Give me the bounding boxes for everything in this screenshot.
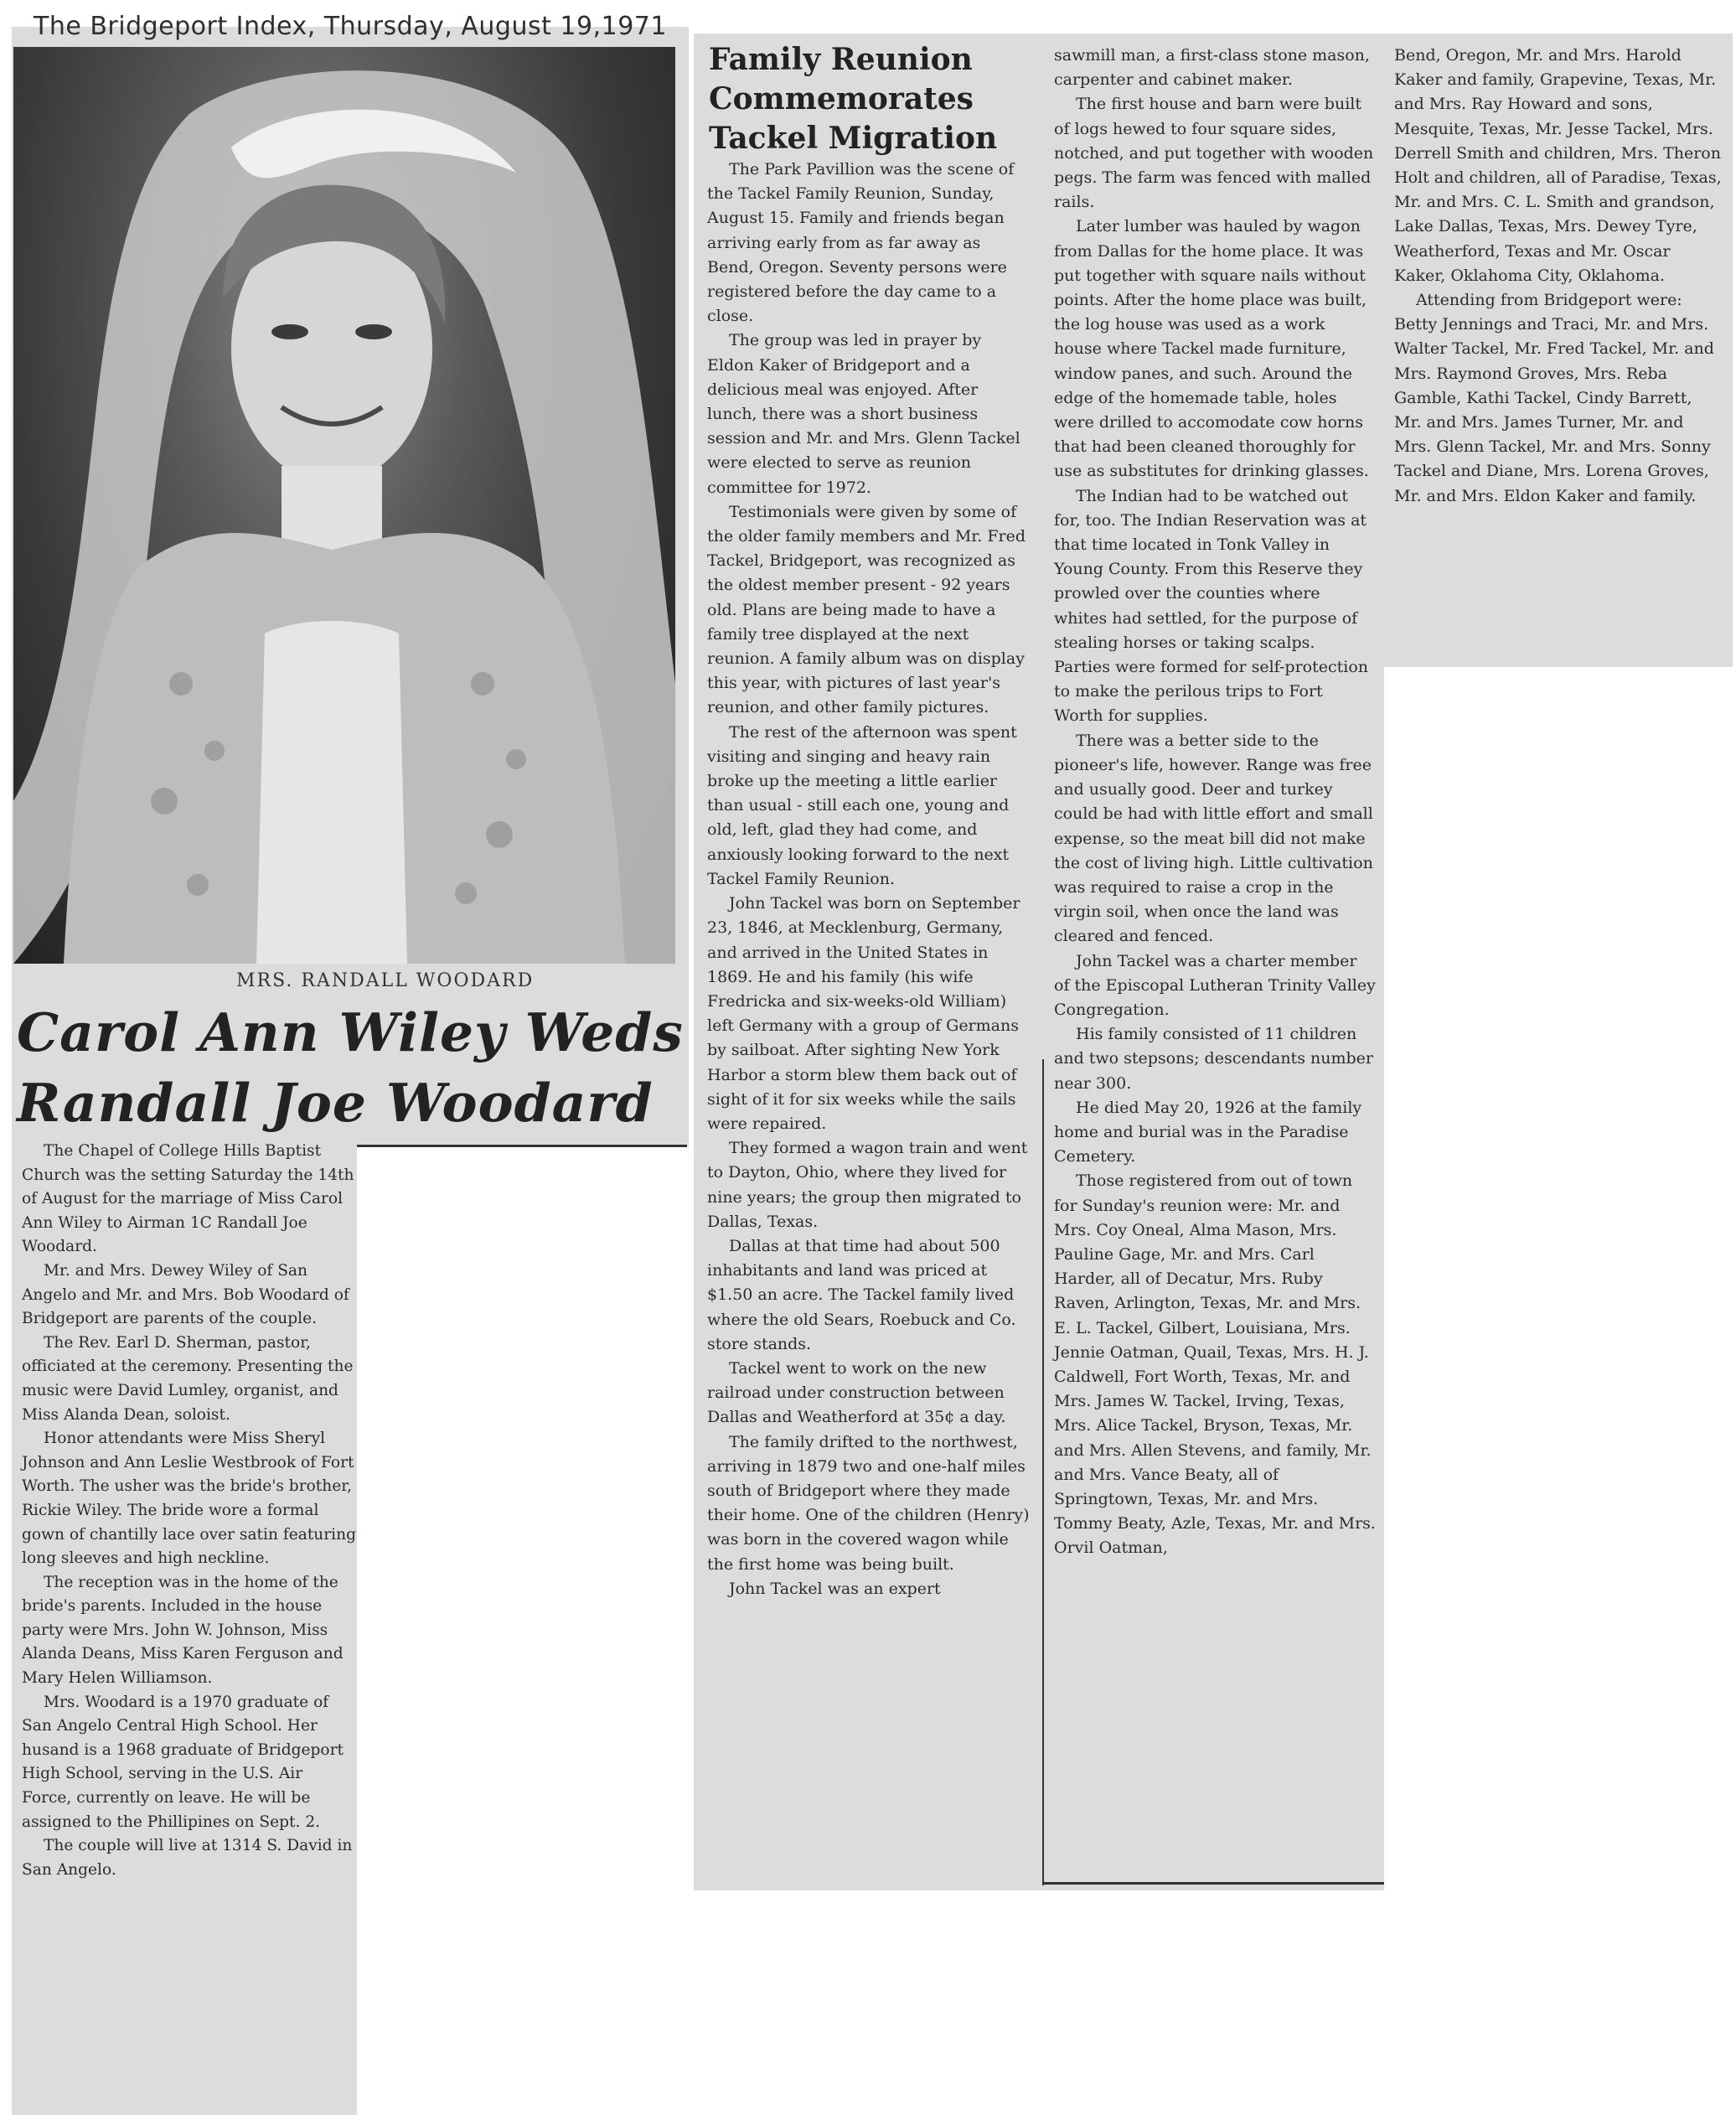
newspaper-masthead: The Bridgeport Index, Thursday, August 19,1971 xyxy=(34,12,667,41)
article-paragraph: Dallas at that time had about 500 inhabitants and land was priced at $1.50 an acre. The Tackel family lived where the old Sears, Roebuck and Co. store stands. xyxy=(707,1236,1016,1353)
wedding-article-body xyxy=(22,1140,357,1882)
article-paragraph: Those registered from out of town for Sunday's reunion were: Mr. and Mrs. Coy Oneal, Alma Mason, Mrs. Pauline Gage, Mr. and Mrs. Carl Harder, all of Decatur, Mrs. Ruby Raven, Arlington, Texas, Mr. and Mrs. E. L. Tackel, Gilbert, Louisiana, Mrs. Jennie Oatman, Quail, Texas, Mrs. H. J. Caldwell, Fort Worth, Texas, Mr. and Mrs. James W. Tackel, Irving, Texas, Mrs. Alice Tackel, Bryson, Texas, Mr. and Mrs. Allen Stevens, and family, Mr. and Mrs. Vance Beaty, all of Springtown, Texas, Mr. and Mrs. Tommy Beaty, Azle, Texas, Mr. and Mrs. Orvil Oatman, xyxy=(1054,1171,1376,1558)
reunion-headline-line-1: Family Reunion xyxy=(709,42,973,77)
article-paragraph: The rest of the afternoon was spent visiting and singing and heavy rain broke up the meeting a little earlier than usual - still each one, young and old, left, glad they had come, and anxiously looking forward to the next Tackel Family Reunion. xyxy=(707,722,1017,888)
article-paragraph: The Rev. Earl D. Sherman, pastor, officiated at the ceremony. Presenting the music were David Lumley, organist, and Miss Alanda Dean, soloist. xyxy=(22,1333,354,1424)
article-paragraph: Honor attendants were Miss Sheryl Johnson and Ann Leslie Westbrook of Fort Worth. The usher was the bride's brother, Rickie Wiley. The bride wore a formal gown of chantilly lace over satin featuring long sleeves and high neckline. xyxy=(22,1430,356,1568)
article-paragraph: Mrs. Woodard is a 1970 graduate of San Angelo Central High School. Her husand is a 1968 graduate of Bridgeport High School, serving in the U.S. Air Force, currently on leave. He will be assigned to the Phillipines on Sept. 2. xyxy=(22,1693,344,1831)
bride-portrait-illustration xyxy=(13,47,675,964)
article-paragraph: Tackel went to work on the new railroad under construction between Dallas and Weatherford at 35¢ a day. xyxy=(707,1358,1006,1427)
photo-caption: MRS. RANDALL WOODARD xyxy=(236,970,535,991)
wedding-headline-line-1: Carol Ann Wiley Weds xyxy=(17,1001,684,1063)
article-paragraph: Later lumber was hauled by wagon from Dallas for the home place. It was put together with square nails without points. After the home place was built, the log house was used as a work house where Tackel made furniture, window panes, and such. Around the edge of the homemade table, holes were drilled to accomodate cow horns that had been cleaned thoroughly for use as substitutes for drinking glasses. xyxy=(1054,217,1369,481)
article-paragraph: The couple will live at 1314 S. David in San Angelo. xyxy=(22,1837,353,1879)
article-paragraph: The Indian had to be watched out for, too. The Indian Reservation was at that time located in Tonk Valley in Young County. From this Reserve they prowled over the counties where whites had settled, for the purpose of stealing horses or taking scalps. Parties were formed for self-protection to make the perilous trips to Fort Worth for supplies. xyxy=(1054,486,1369,726)
article-paragraph: Attending from Bridgeport were: Betty Jennings and Traci, Mr. and Mrs. Walter Tackel, Mr. Fred Tackel, Mr. and Mrs. Raymond Groves, Mrs. Reba Gamble, Kathi Tackel, Cindy Barrett, Mr. and Mrs. James Turner, Mr. and Mrs. Glenn Tackel, Mr. and Mrs. Sonny Tackel and Diane, Mrs. Lorena Groves, Mr. and Mrs. Eldon Kaker and family. xyxy=(1394,291,1714,505)
article-paragraph: Bend, Oregon, Mr. and Mrs. Harold Kaker and family, Grapevine, Texas, Mr. and Mrs. Ray Howard and sons, Mesquite, Texas, Mr. Jesse Tackel, Mrs. Derrell Smith and children, Mrs. Theron Holt and children, all of Paradise, Texas, Mr. and Mrs. C. L. Smith and grandson, Lake Dallas, Texas, Mrs. Dewey Tyre, Weatherford, Texas and Mr. Oscar Kaker, Oklahoma City, Oklahoma. xyxy=(1394,46,1722,285)
wedding-headline-line-2: Randall Joe Woodard xyxy=(17,1072,654,1134)
article-paragraph: The Park Pavillion was the scene of the Tackel Family Reunion, Sunday, August 15. Family and friends began arriving early from as far away as Bend, Oregon. Seventy persons were registered before the day came to a close. xyxy=(707,160,1015,326)
wedding-headline xyxy=(17,997,687,1138)
article-paragraph: There was a better side to the pioneer's life, however. Range was free and usually good. Deer and turkey could be had with little effort and small expense, so the meat bill did not make the cost of living high. Little cultivation was required to raise a crop in the virgin soil, when once the land was cleared and fenced. xyxy=(1054,731,1373,946)
article-paragraph: Mr. and Mrs. Dewey Wiley of San Angelo and Mr. and Mrs. Bob Woodard of Bridgeport are parents of the couple. xyxy=(22,1261,349,1328)
article-end-rule xyxy=(1042,1882,1384,1885)
bride-portrait-photo xyxy=(13,47,675,964)
article-paragraph: John Tackel was a charter member of the Episcopal Lutheran Trinity Valley Congregation. xyxy=(1054,951,1376,1019)
article-paragraph: He died May 20, 1926 at the family home and burial was in the Paradise Cemetery. xyxy=(1054,1098,1362,1166)
reunion-column-1 xyxy=(707,158,1031,1601)
article-paragraph: They formed a wagon train and went to Dayton, Ohio, where they lived for nine years; the group then migrated to Dallas, Texas. xyxy=(707,1139,1028,1231)
article-paragraph: The family drifted to the northwest, arriving in 1879 two and one-half miles south of Bridgeport where they made their home. One of the children (Henry) was born in the covered wagon while the first home was being built. xyxy=(707,1432,1030,1574)
reunion-column-2 xyxy=(1054,44,1376,1561)
article-paragraph: The reception was in the home of the bride's parents. Included in the house party were Mrs. John W. Johnson, Miss Alanda Deans, Miss Karen Ferguson and Mary Helen Williamson. xyxy=(22,1573,344,1688)
reunion-column-3 xyxy=(1394,44,1723,509)
article-paragraph: John Tackel was an expert xyxy=(729,1579,941,1598)
column-divider xyxy=(1042,1059,1044,1885)
reunion-headline-line-2: Commemorates xyxy=(709,81,974,116)
article-paragraph: The Chapel of College Hills Baptist Church was the setting Saturday the 14th of August for the marriage of Miss Carol Ann Wiley to Airman 1C Randall Joe Woodard. xyxy=(22,1142,354,1256)
article-paragraph: John Tackel was born on September 23, 1846, at Mecklenburg, Germany, and arrived in the United States in 1869. He and his family (his wife Fredricka and six-weeks-old William) left Germany with a group of Germans by sailboat. After sighting New York Harbor a storm blew them back out of sight of it for six weeks while the sails were repaired. xyxy=(707,894,1020,1133)
article-paragraph: Testimonials were given by some of the older family members and Mr. Fred Tackel, Bridgeport, was recognized as the oldest member present - 92 years old. Plans are being made to have a family tree displayed at the next reunion. A family album was on display this year, with pictures of last year's reunion, and other family pictures. xyxy=(707,502,1026,717)
reunion-headline xyxy=(709,40,1027,158)
article-paragraph: His family consisted of 11 children and two stepsons; descendants number near 300. xyxy=(1054,1025,1373,1093)
article-paragraph: The first house and barn were built of logs hewed to four square sides, notched, and put together with wooden pegs. The farm was fenced with malled rails. xyxy=(1054,95,1374,212)
reunion-headline-line-3: Tackel Migration xyxy=(709,121,998,156)
article-paragraph: sawmill man, a first-class stone mason, carpenter and cabinet maker. xyxy=(1054,46,1370,90)
wedding-headline-rule xyxy=(357,1145,687,1147)
article-paragraph: The group was led in prayer by Eldon Kaker of Bridgeport and a delicious meal was enjoyed. After lunch, there was a short business session and Mr. and Mrs. Glenn Tackel were elected to serve as reunion committee for 1972. xyxy=(707,331,1020,497)
